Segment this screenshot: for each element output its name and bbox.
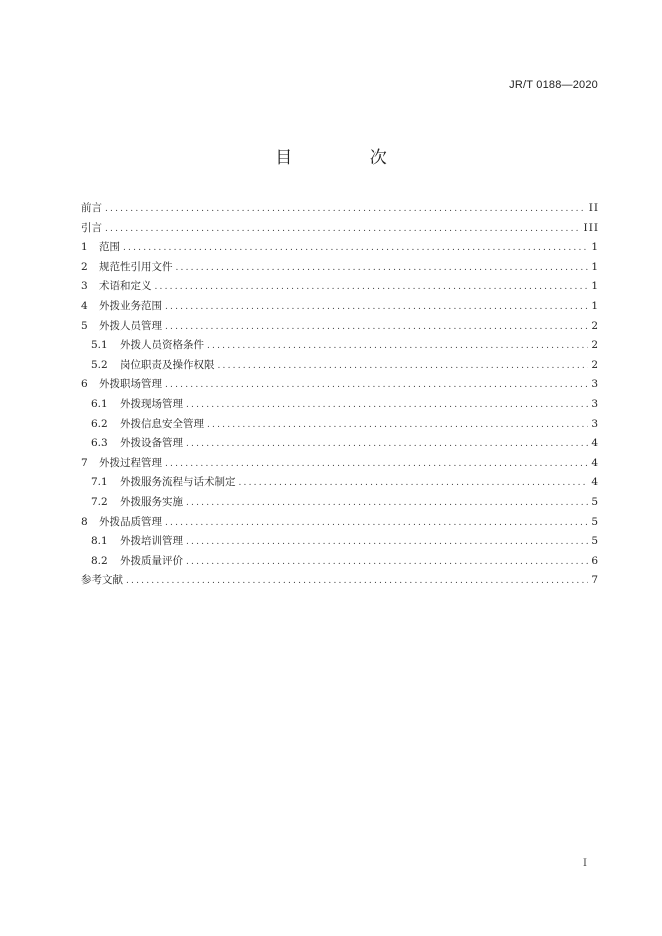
toc-entry-title[interactable]: 外拨信息安全管理	[120, 417, 204, 430]
dot-leader	[186, 533, 588, 553]
toc-entry[interactable]	[81, 336, 599, 356]
dot-leader	[105, 220, 581, 240]
toc-entry[interactable]	[81, 199, 599, 219]
dot-leader	[155, 278, 589, 298]
dot-leader	[218, 357, 589, 377]
toc-entry[interactable]	[81, 297, 599, 317]
dot-leader	[165, 376, 588, 396]
toc-entry[interactable]	[81, 258, 599, 278]
table-of-contents	[81, 199, 599, 591]
dot-leader	[186, 396, 588, 416]
toc-entry-title[interactable]: 外拨质量评价	[120, 554, 183, 567]
toc-entry[interactable]	[81, 219, 599, 239]
toc-entry-title[interactable]: 外拨职场管理	[99, 378, 162, 391]
toc-entry[interactable]	[81, 238, 599, 258]
dot-leader	[105, 200, 586, 220]
toc-entry[interactable]	[81, 493, 599, 513]
toc-entry-title[interactable]: 外拨设备管理	[120, 437, 183, 450]
toc-entry-number: 7	[81, 456, 88, 469]
toc-entry-page[interactable]: 1	[591, 299, 599, 312]
toc-entry-title[interactable]: 范围	[99, 241, 120, 254]
dot-leader	[123, 239, 588, 259]
toc-entry-title[interactable]: 外拨培训管理	[120, 535, 183, 548]
toc-entry[interactable]	[81, 395, 599, 415]
toc-entry[interactable]	[81, 356, 599, 376]
toc-entry-page[interactable]: 1	[591, 260, 599, 273]
toc-entry-page[interactable]: 4	[591, 456, 599, 469]
toc-entry-number: 6	[81, 378, 88, 391]
toc-entry-number: 8.1	[91, 535, 108, 548]
page-title: 目 次	[275, 148, 423, 168]
toc-entry[interactable]	[81, 552, 599, 572]
toc-entry-title[interactable]: 外拨过程管理	[99, 456, 162, 469]
toc-entry-page[interactable]: 2	[591, 339, 599, 352]
toc-entry-title[interactable]: 前言	[81, 202, 102, 214]
toc-entry-page[interactable]: 1	[591, 241, 599, 254]
toc-entry-number: 3	[81, 280, 88, 293]
toc-entry-page[interactable]: III	[583, 221, 599, 234]
dot-leader	[165, 455, 588, 475]
toc-entry-page[interactable]: 3	[591, 397, 599, 410]
toc-entry[interactable]	[81, 375, 599, 395]
dot-leader	[186, 435, 588, 455]
toc-entry-title[interactable]: 引言	[81, 221, 102, 234]
toc-entry[interactable]	[81, 513, 599, 533]
toc-entry-title[interactable]: 外拨服务实施	[120, 495, 183, 508]
toc-entry-number: 7.1	[91, 476, 108, 489]
toc-entry-number: 8.2	[91, 554, 108, 567]
toc-entry-page[interactable]: 5	[591, 515, 599, 528]
standard-code: JR/T 0188—2020	[509, 79, 598, 91]
dot-leader	[186, 553, 588, 573]
toc-entry-page[interactable]: 1	[591, 280, 599, 293]
toc-entry-page[interactable]: 6	[591, 554, 599, 567]
dot-leader	[165, 514, 588, 534]
toc-entry-title[interactable]: 外拨品质管理	[99, 515, 162, 528]
toc-entry-title[interactable]: 术语和定义	[99, 280, 152, 293]
toc-entry-title[interactable]: 参考文献	[81, 574, 123, 587]
toc-entry-number: 7.2	[91, 495, 108, 508]
dot-leader	[186, 494, 588, 514]
toc-entry-page[interactable]: 2	[591, 358, 599, 371]
toc-entry-number: 4	[81, 299, 88, 312]
toc-entry-title[interactable]: 外拨服务流程与话术制定	[120, 476, 236, 489]
toc-entry-number: 1	[81, 241, 88, 254]
toc-entry-title[interactable]: 外拨人员管理	[99, 319, 162, 332]
dot-leader	[239, 474, 589, 494]
toc-entry-page[interactable]: 5	[591, 535, 599, 548]
dot-leader	[165, 298, 588, 318]
toc-entry-number: 6.3	[91, 437, 108, 450]
toc-entry-page[interactable]: 4	[591, 476, 599, 489]
toc-entry-page[interactable]: 7	[591, 574, 599, 587]
dot-leader	[207, 337, 588, 357]
toc-entry-page[interactable]: 2	[591, 319, 599, 332]
toc-entry-page[interactable]: 3	[591, 417, 599, 430]
dot-leader	[176, 259, 589, 279]
toc-entry-page[interactable]: 4	[591, 437, 599, 450]
toc-entry-title[interactable]: 规范性引用文件	[99, 260, 173, 273]
toc-entry[interactable]	[81, 415, 599, 435]
toc-entry[interactable]	[81, 473, 599, 493]
page-number: I	[583, 858, 587, 869]
toc-entry-title[interactable]: 外拨人员资格条件	[120, 339, 204, 352]
toc-entry[interactable]	[81, 532, 599, 552]
toc-entry-number: 2	[81, 260, 88, 273]
toc-entry[interactable]	[81, 571, 599, 591]
toc-entry[interactable]	[81, 317, 599, 337]
toc-entry-number: 5	[81, 319, 88, 332]
toc-entry-number: 5.2	[91, 358, 108, 371]
toc-entry-number: 6.1	[91, 397, 108, 410]
toc-entry-page[interactable]: II	[588, 202, 599, 214]
toc-entry-title[interactable]: 岗位职责及操作权限	[120, 358, 215, 371]
toc-entry-number: 6.2	[91, 417, 108, 430]
toc-entry[interactable]	[81, 277, 599, 297]
dot-leader	[165, 318, 588, 338]
toc-entry-number: 5.1	[91, 339, 108, 352]
toc-entry-number: 8	[81, 515, 88, 528]
dot-leader	[126, 572, 588, 592]
toc-entry-title[interactable]: 外拨业务范围	[99, 299, 162, 312]
toc-entry-title[interactable]: 外拨现场管理	[120, 397, 183, 410]
toc-entry[interactable]	[81, 454, 599, 474]
toc-entry[interactable]	[81, 434, 599, 454]
toc-entry-page[interactable]: 5	[591, 495, 599, 508]
toc-entry-page[interactable]: 3	[591, 378, 599, 391]
dot-leader	[207, 416, 588, 436]
